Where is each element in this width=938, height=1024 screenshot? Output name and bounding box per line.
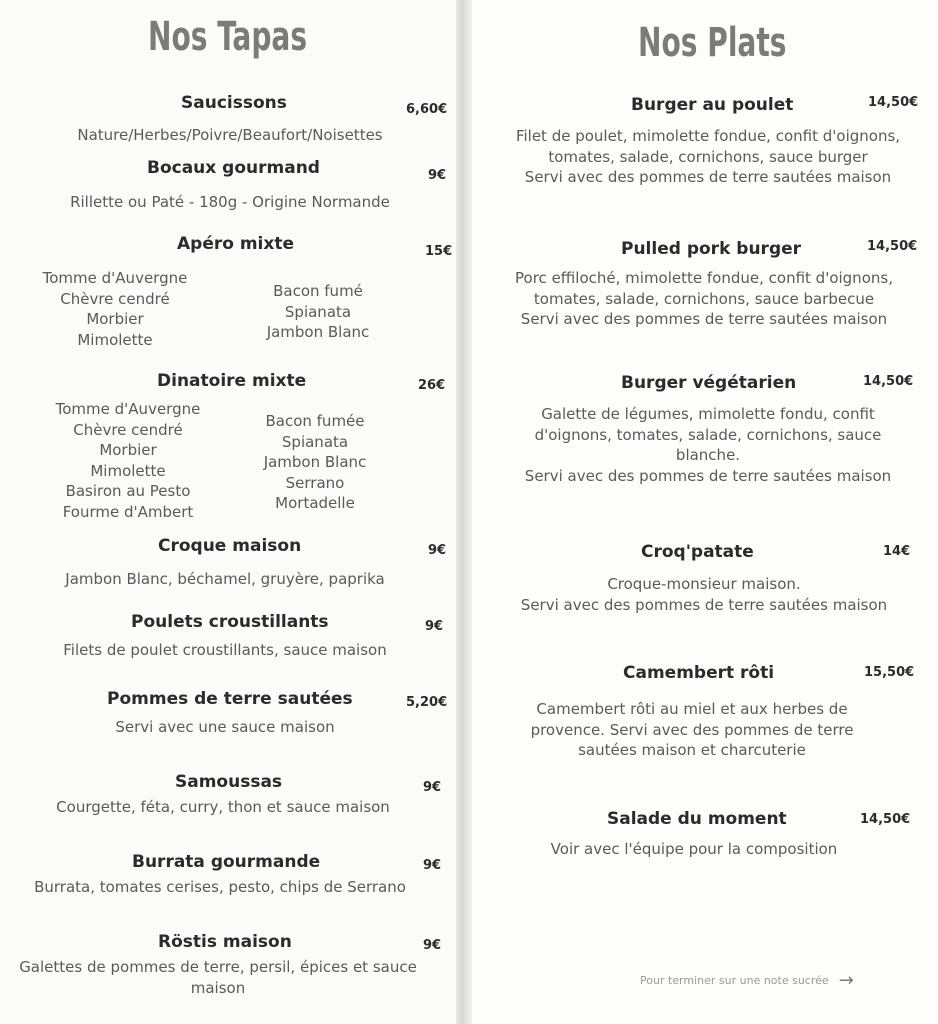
dessert-link-label: Pour terminer sur une note sucrée [640,974,829,987]
tapas-item-desc: Servi avec une sauce maison [115,718,335,736]
apero-charcuterie-list: Bacon fumé Spianata Jambon Blanc [266,282,370,341]
tapas-item-name: Poulets croustillants [131,612,329,632]
plats-item-name: Salade du moment [607,809,787,829]
tapas-item-price: 15€ [425,244,453,259]
tapas-item-desc: Nature/Herbes/Poivre/Beaufort/Noisettes [77,126,383,144]
tapas-item-price: 9€ [423,780,442,795]
plats-item-desc: Filet de poulet, mimolette fondue, confit d'oignons, tomates, salade, cornichons, sauce burger Servi avec des pommes de terre sautées maison [515,127,901,186]
page-fold [456,0,472,1024]
plats-item-price: 14,50€ [868,95,919,110]
tapas-item-name: Croque maison [158,536,302,556]
tapas-item-name: Apéro mixte [177,234,294,254]
plats-item-name: Pulled pork burger [621,239,802,259]
plats-item-price: 14,50€ [863,374,914,389]
tapas-item-name: Pommes de terre sautées [107,689,353,709]
tapas-item-price: 6,60€ [406,102,448,117]
plats-item-desc: Voir avec l'équipe pour la composition [550,840,838,858]
plats-item-price: 15,50€ [864,665,915,680]
plats-item-desc: Camembert rôti au miel et aux herbes de provence. Servi avec des pommes de terre sautées maison et charcuterie [530,700,854,759]
dinatoire-cheese-list: Tomme d'Auvergne Chèvre cendré Morbier Mimolette Basiron au Pesto Fourme d'Ambert [55,400,201,521]
plats-item-desc: Porc effiloché, mimolette fondue, confit d'oignons, tomates, salade, cornichons, sauce barbecue Servi avec des pommes de terre sautées maison [515,269,893,328]
tapas-item-desc: Galettes de pommes de terre, persil, épices et sauce maison [19,958,417,997]
tapas-item-name: Samoussas [175,772,283,792]
dessert-link[interactable] [640,970,854,991]
tapas-item-name: Saucissons [181,93,287,113]
tapas-item-price: 5,20€ [406,695,448,710]
plats-item-price: 14,50€ [860,812,911,827]
tapas-item-price: 9€ [423,858,442,873]
plats-item-desc: Croque-monsieur maison. Servi avec des pommes de terre sautées maison [520,575,888,614]
tapas-item-desc: Courgette, féta, curry, thon et sauce maison [56,798,390,816]
tapas-item-desc: Burrata, tomates cerises, pesto, chips de Serrano [34,878,406,896]
apero-cheese-list: Tomme d'Auvergne Chèvre cendré Morbier Mimolette [42,269,188,349]
plats-item-name: Camembert rôti [623,663,775,683]
plats-item-name: Croq'patate [641,542,754,562]
dinatoire-charcuterie-list: Bacon fumée Spianata Jambon Blanc Serrano Mortadelle [263,412,367,512]
tapas-title: Nos Tapas [148,14,308,60]
tapas-item-price: 9€ [423,938,442,953]
plats-item-price: 14,50€ [867,239,918,254]
tapas-item-price: 9€ [428,543,447,558]
plats-item-name: Burger végétarien [621,373,797,393]
tapas-item-desc: Rillette ou Paté - 180g - Origine Normande [70,193,390,211]
plats-item-price: 14€ [883,544,911,559]
tapas-item-price: 9€ [428,168,447,183]
tapas-item-name: Bocaux gourmand [147,158,320,178]
tapas-item-name: Röstis maison [158,932,292,952]
tapas-item-desc: Jambon Blanc, béchamel, gruyère, paprika [65,570,385,588]
plats-item-desc: Galette de légumes, mimolette fondu, confit d'oignons, tomates, salade, cornichons, sauce blanche. Servi avec des pommes de terre sautées maison [524,405,892,485]
tapas-item-name: Burrata gourmande [132,852,321,872]
tapas-item-price: 26€ [418,378,446,393]
plats-item-name: Burger au poulet [631,95,794,115]
tapas-item-price: 9€ [425,619,444,634]
plats-title: Nos Plats [638,20,787,66]
arrow-right-icon: → [838,970,854,991]
tapas-item-name: Dinatoire mixte [157,371,307,391]
tapas-item-desc: Filets de poulet croustillants, sauce maison [63,641,387,659]
